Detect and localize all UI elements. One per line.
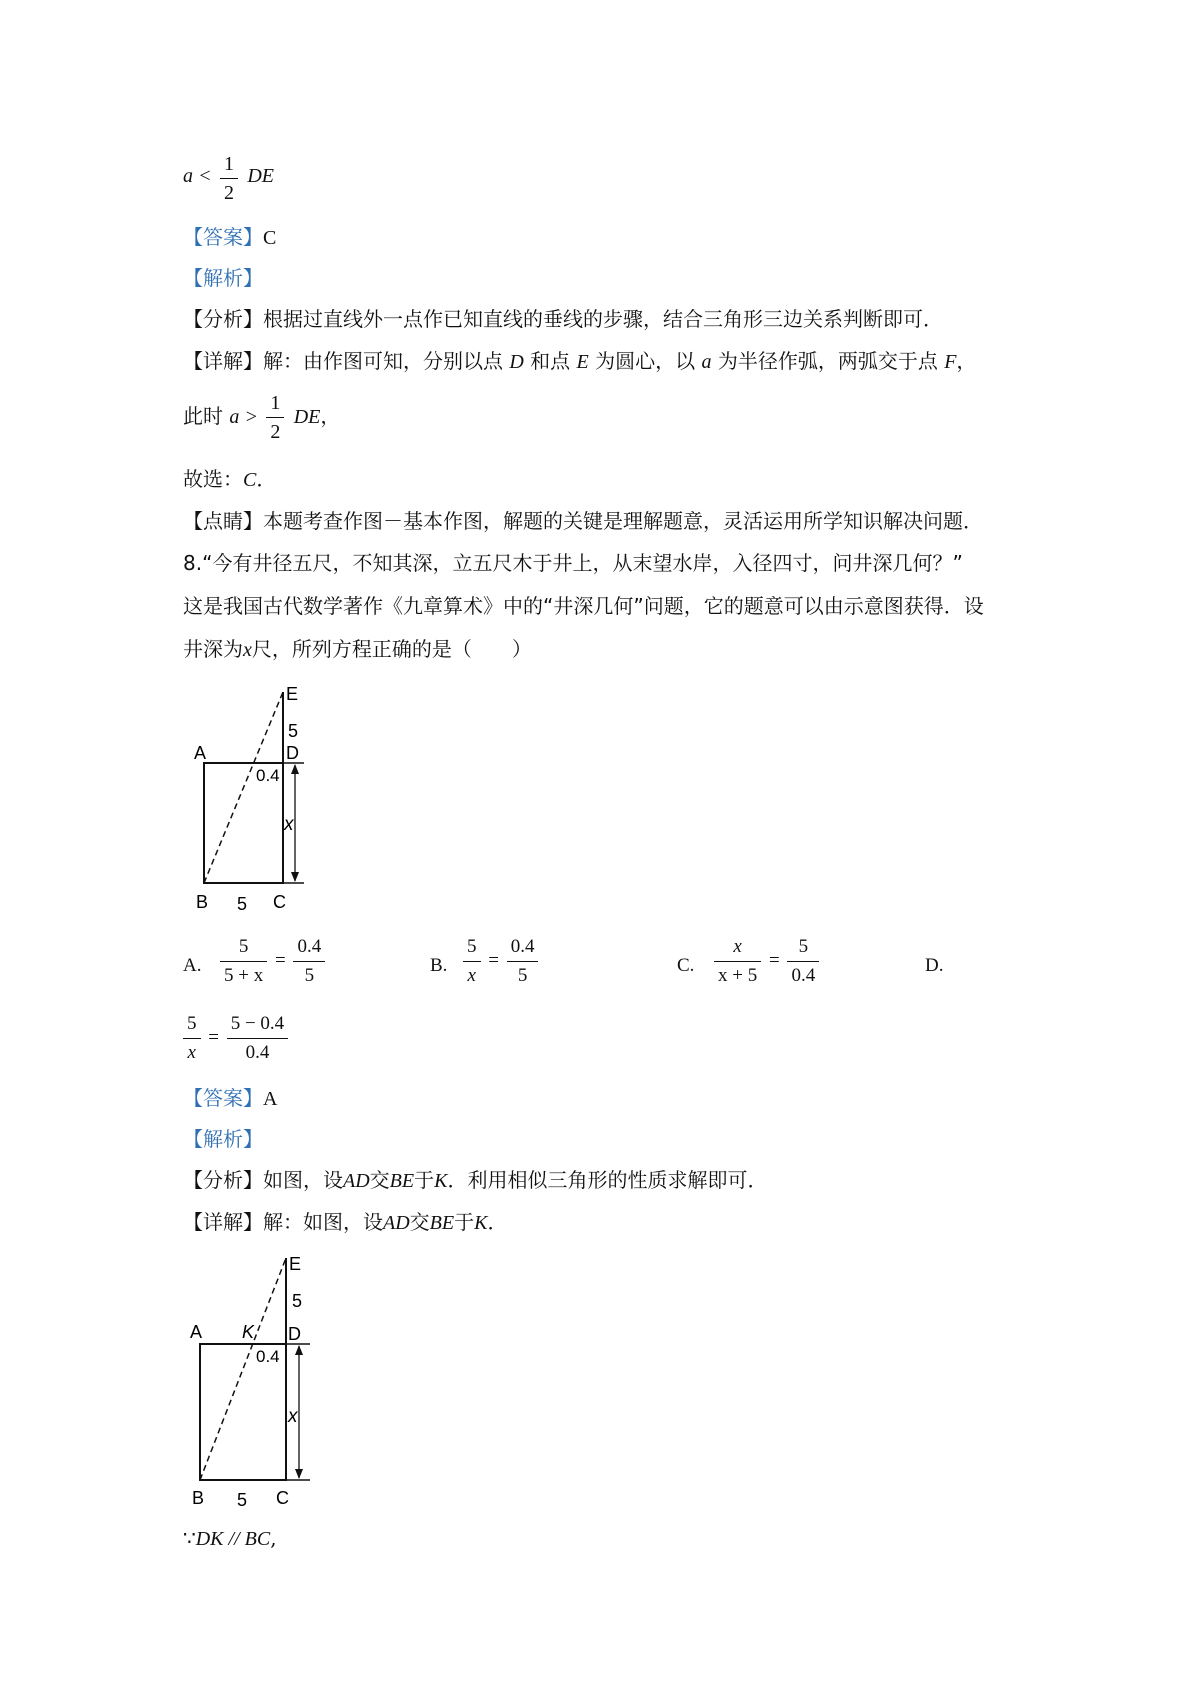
equals-sign: = xyxy=(274,949,286,971)
fraction-one-half xyxy=(220,152,238,205)
fenxi-text: ．利用相似三角形的性质求解即可． xyxy=(447,1168,768,1192)
label-5-top: 5 xyxy=(288,721,299,741)
well-diagram xyxy=(180,680,330,920)
fenxi-text: 交 xyxy=(369,1168,390,1192)
equals-sign: = xyxy=(768,949,780,971)
option-c-frac-right xyxy=(787,935,819,988)
option-a-frac-right xyxy=(293,935,325,988)
point-d: D xyxy=(509,351,524,373)
option-c-label: C. xyxy=(677,955,695,976)
q7-dianjing-line xyxy=(183,508,983,534)
label-5-bottom: 5 xyxy=(237,1490,248,1510)
arrow-head-down xyxy=(295,1469,303,1479)
point-k: K xyxy=(474,1212,488,1234)
option-a-label: A. xyxy=(183,955,202,976)
xiangjie-text: 为圆心，以 xyxy=(595,349,696,373)
numerator: 5 − 0.4 xyxy=(227,1012,288,1039)
denominator: 5 xyxy=(517,965,528,986)
period: ． xyxy=(256,467,277,491)
analysis-heading: 【解析】 xyxy=(183,266,263,290)
sight-line xyxy=(204,692,283,883)
numerator: 0.4 xyxy=(293,935,325,962)
label-d: D xyxy=(288,1324,301,1344)
q8-stem-line-3 xyxy=(183,636,532,663)
label-e: E xyxy=(286,684,299,704)
fraction-one-half xyxy=(266,391,284,444)
xiangjie-text: ． xyxy=(487,1210,508,1234)
label-0-4: 0.4 xyxy=(256,766,280,785)
label-k: K xyxy=(242,1322,255,1342)
fenxi-text: 如图，设 xyxy=(263,1168,343,1192)
segment-de: DE xyxy=(247,165,275,187)
option-b-frac-left xyxy=(463,935,481,988)
guxuan-text: 故选： xyxy=(183,467,243,491)
numerator: 5 xyxy=(183,1012,201,1039)
dianjing-label: 【点睛】 xyxy=(183,509,263,533)
stem-text: 尺，所列方程正确的是（ ） xyxy=(251,637,532,661)
label-b: B xyxy=(192,1488,205,1508)
fenxi-label: 【分析】 xyxy=(183,307,263,331)
guxuan-choice: C xyxy=(243,469,257,491)
q8-because-line xyxy=(183,1525,277,1552)
segment-de: DE xyxy=(293,406,321,428)
fraction-denominator: 2 xyxy=(270,421,281,443)
fenxi-text: 于 xyxy=(414,1168,435,1192)
xiangjie-text: 为半径作弧，两弧交于点 xyxy=(717,349,938,373)
segment-be: BE xyxy=(429,1212,455,1234)
equals-sign: = xyxy=(208,1026,219,1048)
point-k: K xyxy=(434,1170,448,1192)
q7-jiexi-line xyxy=(183,265,263,291)
option-c-frac-left xyxy=(714,935,761,988)
xiangjie-text: 和点 xyxy=(530,349,571,373)
denominator: 0.4 xyxy=(245,1042,270,1063)
denominator: x xyxy=(467,965,476,986)
analysis-heading: 【解析】 xyxy=(183,1127,263,1151)
label-x: x xyxy=(288,1406,298,1427)
point-e: E xyxy=(576,351,589,373)
segment-ad: AD xyxy=(383,1212,410,1234)
because-symbol: ∵ xyxy=(183,1526,196,1550)
answer-label: 【答案】 xyxy=(183,1086,263,1110)
numerator: 5 xyxy=(463,935,481,962)
xiangjie-label: 【详解】 xyxy=(183,1210,263,1234)
label-c: C xyxy=(273,892,286,912)
q8-jiexi-line xyxy=(183,1126,263,1152)
less-than-sign: < xyxy=(199,165,211,187)
denominator: 0.4 xyxy=(791,965,816,986)
option-b-frac-right xyxy=(507,935,539,988)
cishi-text: 此时 xyxy=(183,404,223,428)
fenxi-label: 【分析】 xyxy=(183,1168,263,1192)
q7-answer-line xyxy=(183,224,276,251)
option-d-frac-left xyxy=(183,1012,201,1065)
q7-fenxi-line xyxy=(183,306,943,332)
q8-answer-line xyxy=(183,1085,277,1112)
denominator: 5 + x xyxy=(224,965,264,986)
arrow-head-up xyxy=(295,1345,303,1355)
segment-be: BE xyxy=(389,1170,415,1192)
option-d-label[interactable]: D. xyxy=(925,955,944,976)
q8-stem-line-2: 这是我国古代数学著作《九章算术》中的“井深几何”问题，它的题意可以由示意图获得．设 xyxy=(183,594,984,618)
stem-text: 井深为 xyxy=(183,637,243,661)
option-b-label: B. xyxy=(430,955,448,976)
label-c: C xyxy=(276,1488,289,1508)
q7-xiangjie-line xyxy=(183,348,976,375)
xiangjie-text: 于 xyxy=(454,1210,475,1234)
denominator: x xyxy=(187,1042,196,1063)
answer-value: C xyxy=(263,227,277,249)
xiangjie-text: 解：由作图可知，分别以点 xyxy=(263,349,503,373)
because-expression: DK // BC xyxy=(195,1528,271,1550)
denominator: x + 5 xyxy=(718,965,758,986)
var-a: a xyxy=(229,406,240,428)
denominator: 5 xyxy=(304,965,315,986)
xiangjie-label: 【详解】 xyxy=(183,349,263,373)
xiangjie-text: 交 xyxy=(409,1210,430,1234)
arrow-head-up xyxy=(291,764,299,774)
equals-sign: = xyxy=(488,949,499,971)
arrow-head-down xyxy=(291,872,299,882)
label-b: B xyxy=(196,892,209,912)
point-f: F xyxy=(944,351,957,373)
label-5-top: 5 xyxy=(292,1291,303,1311)
fraction-numerator: 1 xyxy=(220,152,238,179)
label-e: E xyxy=(289,1254,302,1274)
q7-guxuan-line xyxy=(183,466,276,493)
label-x: x xyxy=(284,814,294,835)
well-diagram-with-k xyxy=(180,1250,330,1510)
fenxi-text: 根据过直线外一点作已知直线的垂线的步骤，结合三角形三边关系判断即可． xyxy=(263,307,943,331)
label-a: A xyxy=(194,743,207,763)
option-a-frac-left xyxy=(220,935,267,988)
q7-condition-expression xyxy=(183,152,274,208)
q7-cishi-line xyxy=(183,391,340,447)
xiangjie-text: 解：如图，设 xyxy=(263,1210,383,1234)
label-5-bottom: 5 xyxy=(237,894,248,914)
greater-than-sign: > xyxy=(245,406,257,428)
var-x: x xyxy=(243,639,252,661)
numerator: 5 xyxy=(787,935,819,962)
numerator: 0.4 xyxy=(507,935,539,962)
dianjing-text: 本题考查作图－基本作图，解题的关键是理解题意，灵活运用所学知识解决问题． xyxy=(263,509,983,533)
sight-line xyxy=(200,1258,286,1480)
fraction-numerator: 1 xyxy=(266,391,284,418)
option-d-frac-right xyxy=(227,1012,288,1065)
segment-ad: AD xyxy=(343,1170,370,1192)
fraction-denominator: 2 xyxy=(224,182,234,204)
q8-xiangjie-line xyxy=(183,1209,507,1236)
var-a: a xyxy=(183,165,193,187)
label-d: D xyxy=(286,743,299,763)
xiangjie-text: ， xyxy=(956,349,977,373)
q8-fenxi-line xyxy=(183,1167,767,1194)
numerator: 5 xyxy=(220,935,267,962)
label-a: A xyxy=(190,1322,203,1342)
comma: , xyxy=(270,1526,277,1550)
comma: ， xyxy=(320,404,341,428)
var-a: a xyxy=(701,351,712,373)
numerator: x xyxy=(714,935,761,962)
answer-label: 【答案】 xyxy=(183,225,263,249)
label-0-4: 0.4 xyxy=(256,1347,280,1366)
answer-value: A xyxy=(263,1088,278,1110)
q8-stem-line-1: 8.“今有井径五尺，不知其深，立五尺木于井上，从末望水岸，入径四寸，问井深几何？” xyxy=(183,551,963,575)
option-d[interactable] xyxy=(183,1012,291,1072)
